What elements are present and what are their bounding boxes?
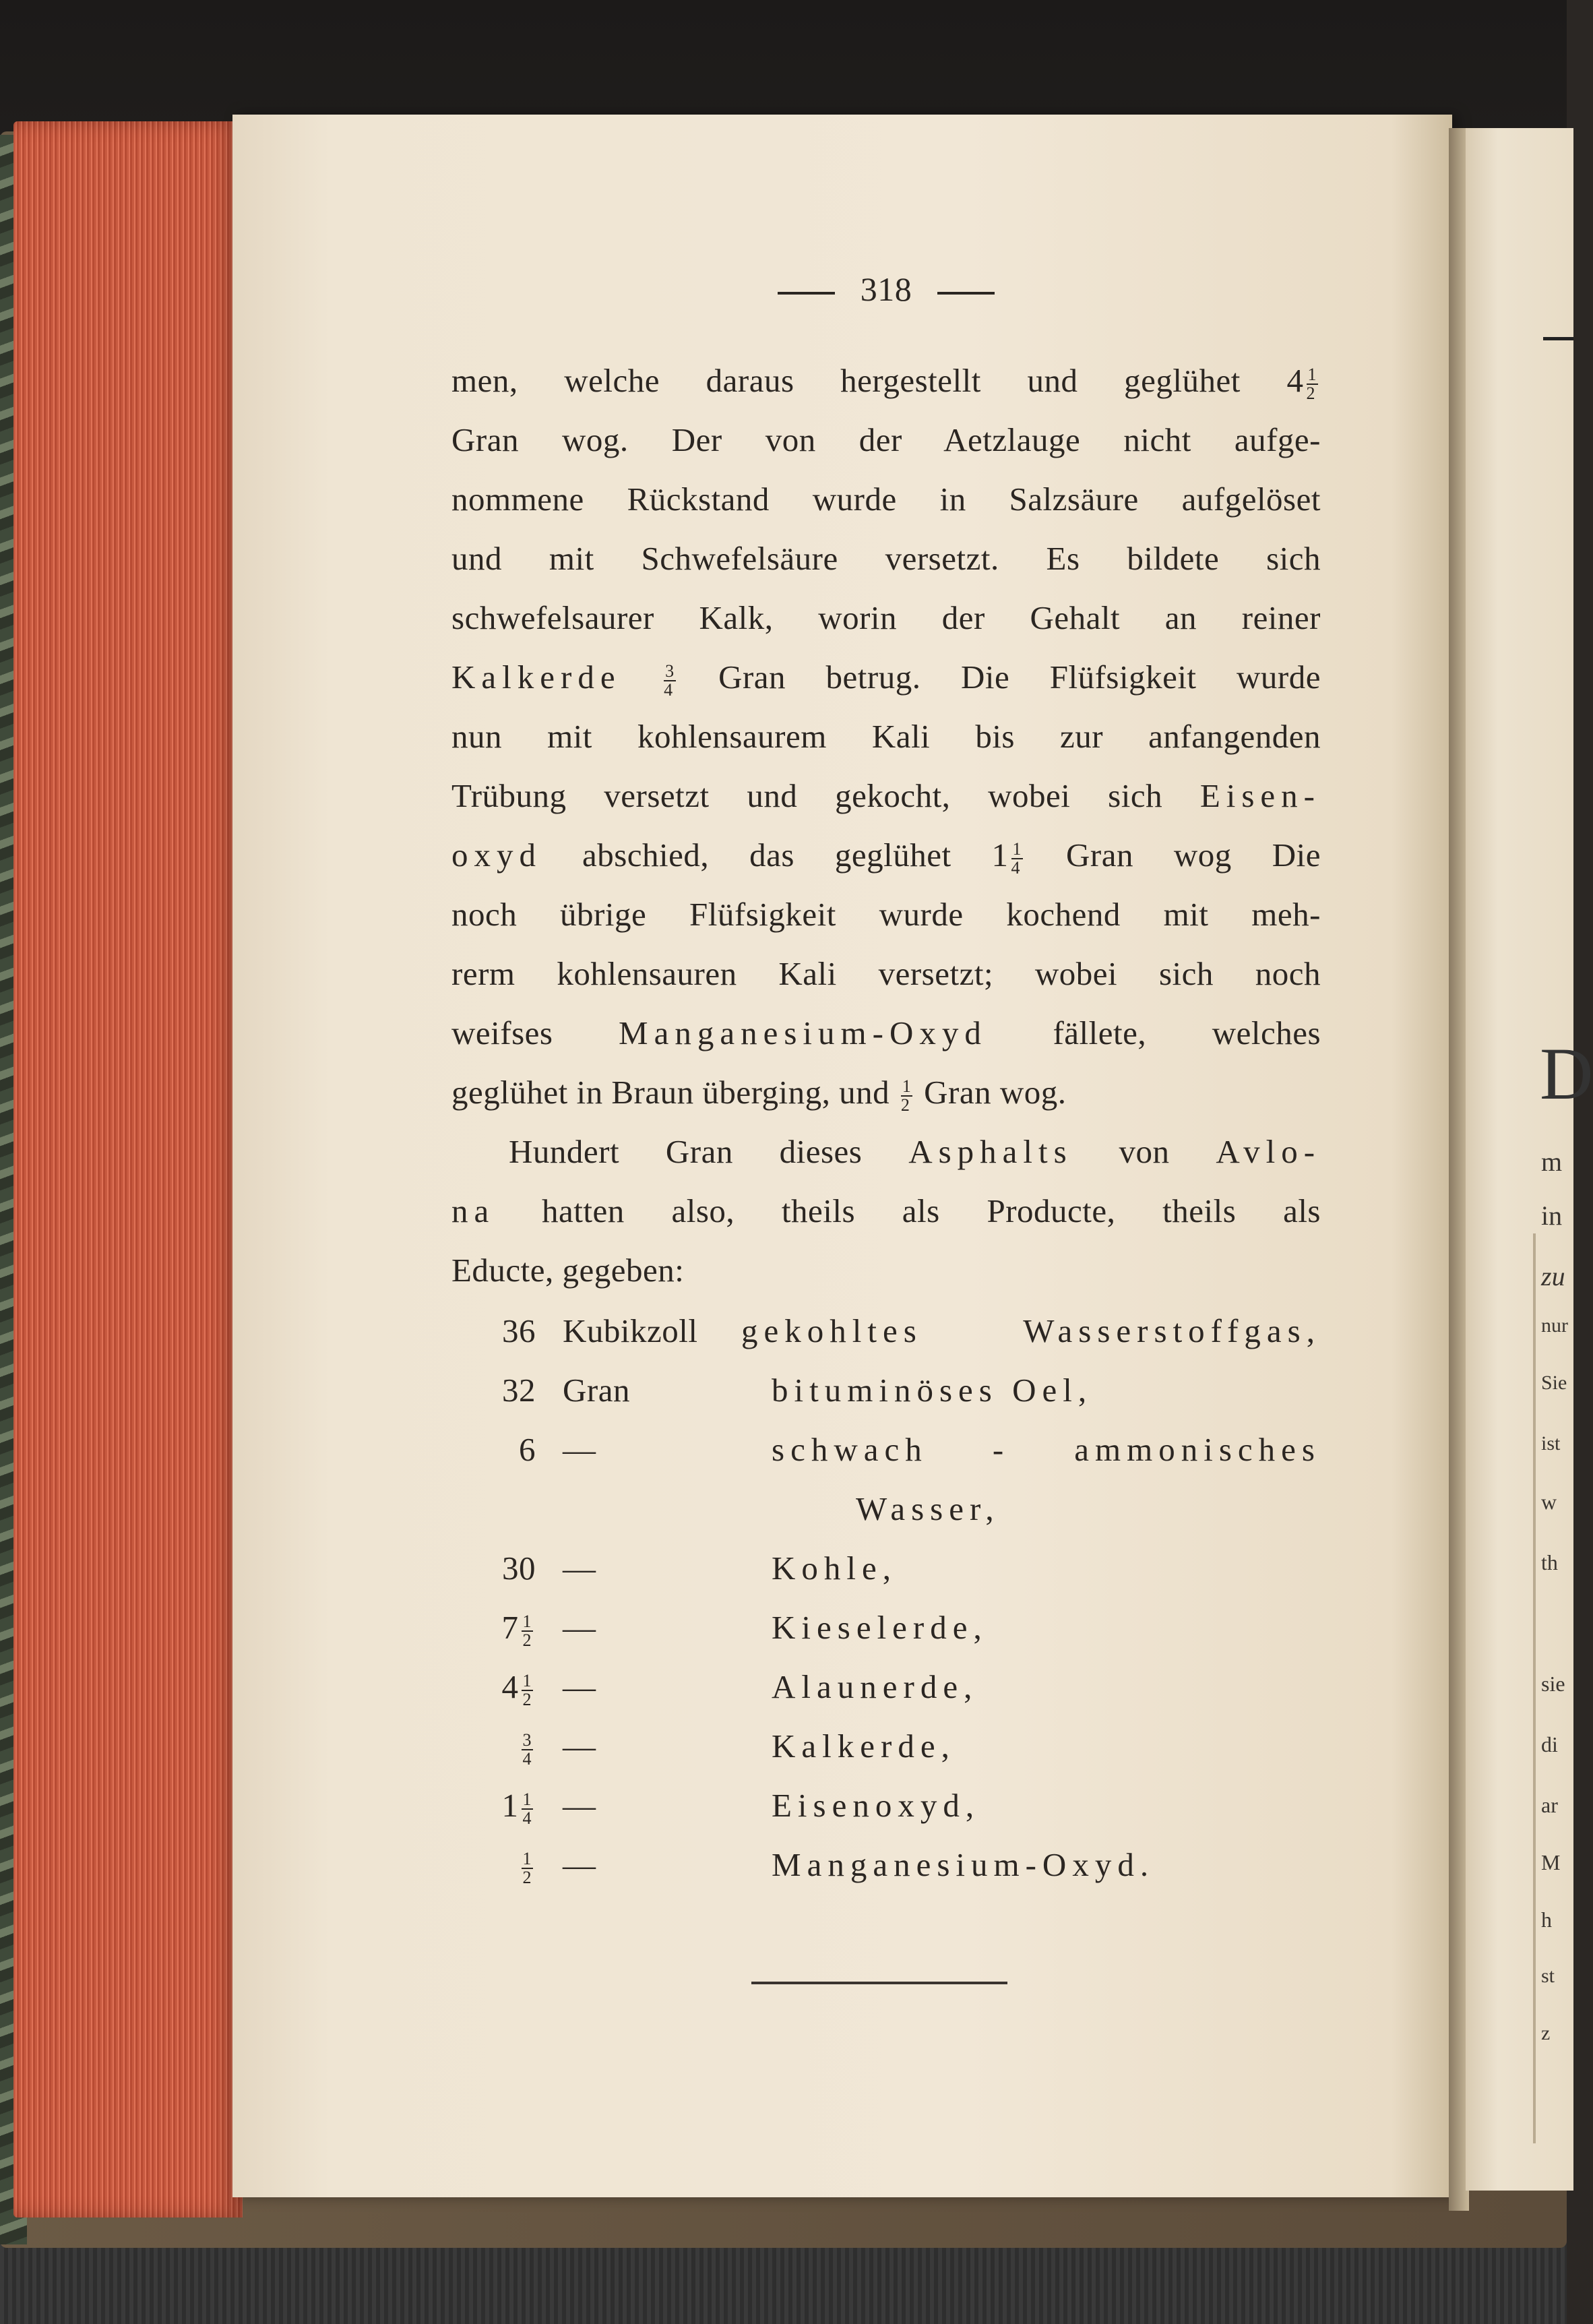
text-line: Kalkerde $\frac{3}{4}$ Gran betrug. Die Flüfsigkeit wurde [451,659,1321,700]
fraction: $\frac{1}{4}$ [1011,838,1022,878]
right-page-fragment: zu [1541,1261,1565,1291]
right-page [1466,128,1593,2191]
text-line: weifses Manganesium-Oxyd fällete, welches [451,1014,1321,1051]
list-item: $\frac{1}{2}$ — Manganesium-Oxyd. [522,1846,1155,1887]
text-line: nommene Rückstand wurde in Salzsäure aufgelöset [451,481,1321,518]
right-page-fragment: Sie [1541,1372,1567,1394]
fraction: $\frac{1}{2}$ [1306,364,1317,403]
text-line: na hatten also, theils als Producte, theils als [451,1192,1321,1229]
text-line: und mit Schwefelsäure versetzt. Es bildete sich [451,540,1321,577]
right-page-fragment: M [1541,1850,1561,1874]
right-page-fragment: ar [1541,1793,1558,1817]
text-line: nun mit kohlensaurem Kali bis zur anfangenden [451,718,1321,755]
fraction: $\frac{1}{4}$ [522,1789,532,1828]
list-item: 4 $\frac{1}{2}$ — Alaunerde, [501,1668,978,1709]
page-number-value: 318 [860,270,912,308]
right-page-fragment: ist [1541,1432,1561,1455]
text-line: noch übrige Flüfsigkeit wurde kochend mit meh- [451,896,1321,933]
fraction: $\frac{3}{4}$ [664,661,675,700]
fraction: $\frac{3}{4}$ [522,1730,532,1769]
list-item: Wasser, [856,1490,1000,1527]
list-item: 7 $\frac{1}{2}$ — Kieselerde, [501,1609,988,1650]
right-page-fragment: in [1541,1200,1563,1231]
list-item: 1 $\frac{1}{4}$ — Eisenoxyd, [501,1787,980,1828]
list-item: 30 — Kohle, [502,1550,897,1587]
page-number [451,270,1321,309]
right-page-fragment: sie [1541,1672,1565,1696]
text-line: Trübung versetzt und gekocht, wobei sich Eisen- [451,777,1321,814]
text-line: Educte, gegeben: [451,1252,685,1289]
text-line: geglühet in Braun überging, und $\frac{1}{2}$ Gran wog. [451,1074,1067,1115]
list-item: $\frac{3}{4}$ — Kalkerde, [522,1727,956,1769]
list-item: 36 Kubikzoll gekohltes Wasserstoffgas, [502,1312,1321,1349]
right-page-fragment: m [1541,1146,1563,1177]
text-line: schwefelsaurer Kalk, worin der Gehalt an reiner [451,599,1321,636]
list-item: 32 Gran bituminöses Oel, [502,1372,1093,1409]
red-page-edges [13,121,243,2218]
text-line: men, welche daraus hergestellt und geglühet 4 $\frac{1}{2}$ [451,362,1317,403]
right-page-margin [1533,1233,1536,2143]
page-number-dash [778,292,835,295]
list-item: 6 — schwach - ammonisches [519,1431,1321,1468]
closing-rule [751,1982,1007,1984]
page-number-dash [937,292,995,295]
right-page-fragment: th [1541,1550,1558,1574]
text-line: Hundert Gran dieses Asphalts von Avlo- [509,1133,1321,1170]
fraction: $\frac{1}{2}$ [522,1611,532,1650]
right-page-fragment: nur [1541,1314,1568,1337]
right-page-dash [1543,337,1573,340]
fraction: $\frac{1}{2}$ [900,1076,912,1115]
fraction: $\frac{1}{2}$ [522,1670,532,1709]
fraction: $\frac{1}{2}$ [522,1848,532,1887]
right-page-fragment: h [1541,1907,1552,1932]
right-page-fragment: z [1541,2022,1551,2044]
text-line: oxyd abschied, das geglühet 1 $\frac{1}{4}$ Gran wog Die [451,836,1321,878]
right-page-fragment: st [1541,1965,1555,1987]
right-page-initial: D [1540,1033,1593,1115]
text-line: rerm kohlensauren Kali versetzt; wobei sich noch [451,955,1321,992]
right-page-fragment: w [1541,1490,1557,1514]
text-line: Gran wog. Der von der Aetzlauge nicht aufge- [451,421,1321,458]
right-page-fragment: di [1541,1732,1558,1756]
